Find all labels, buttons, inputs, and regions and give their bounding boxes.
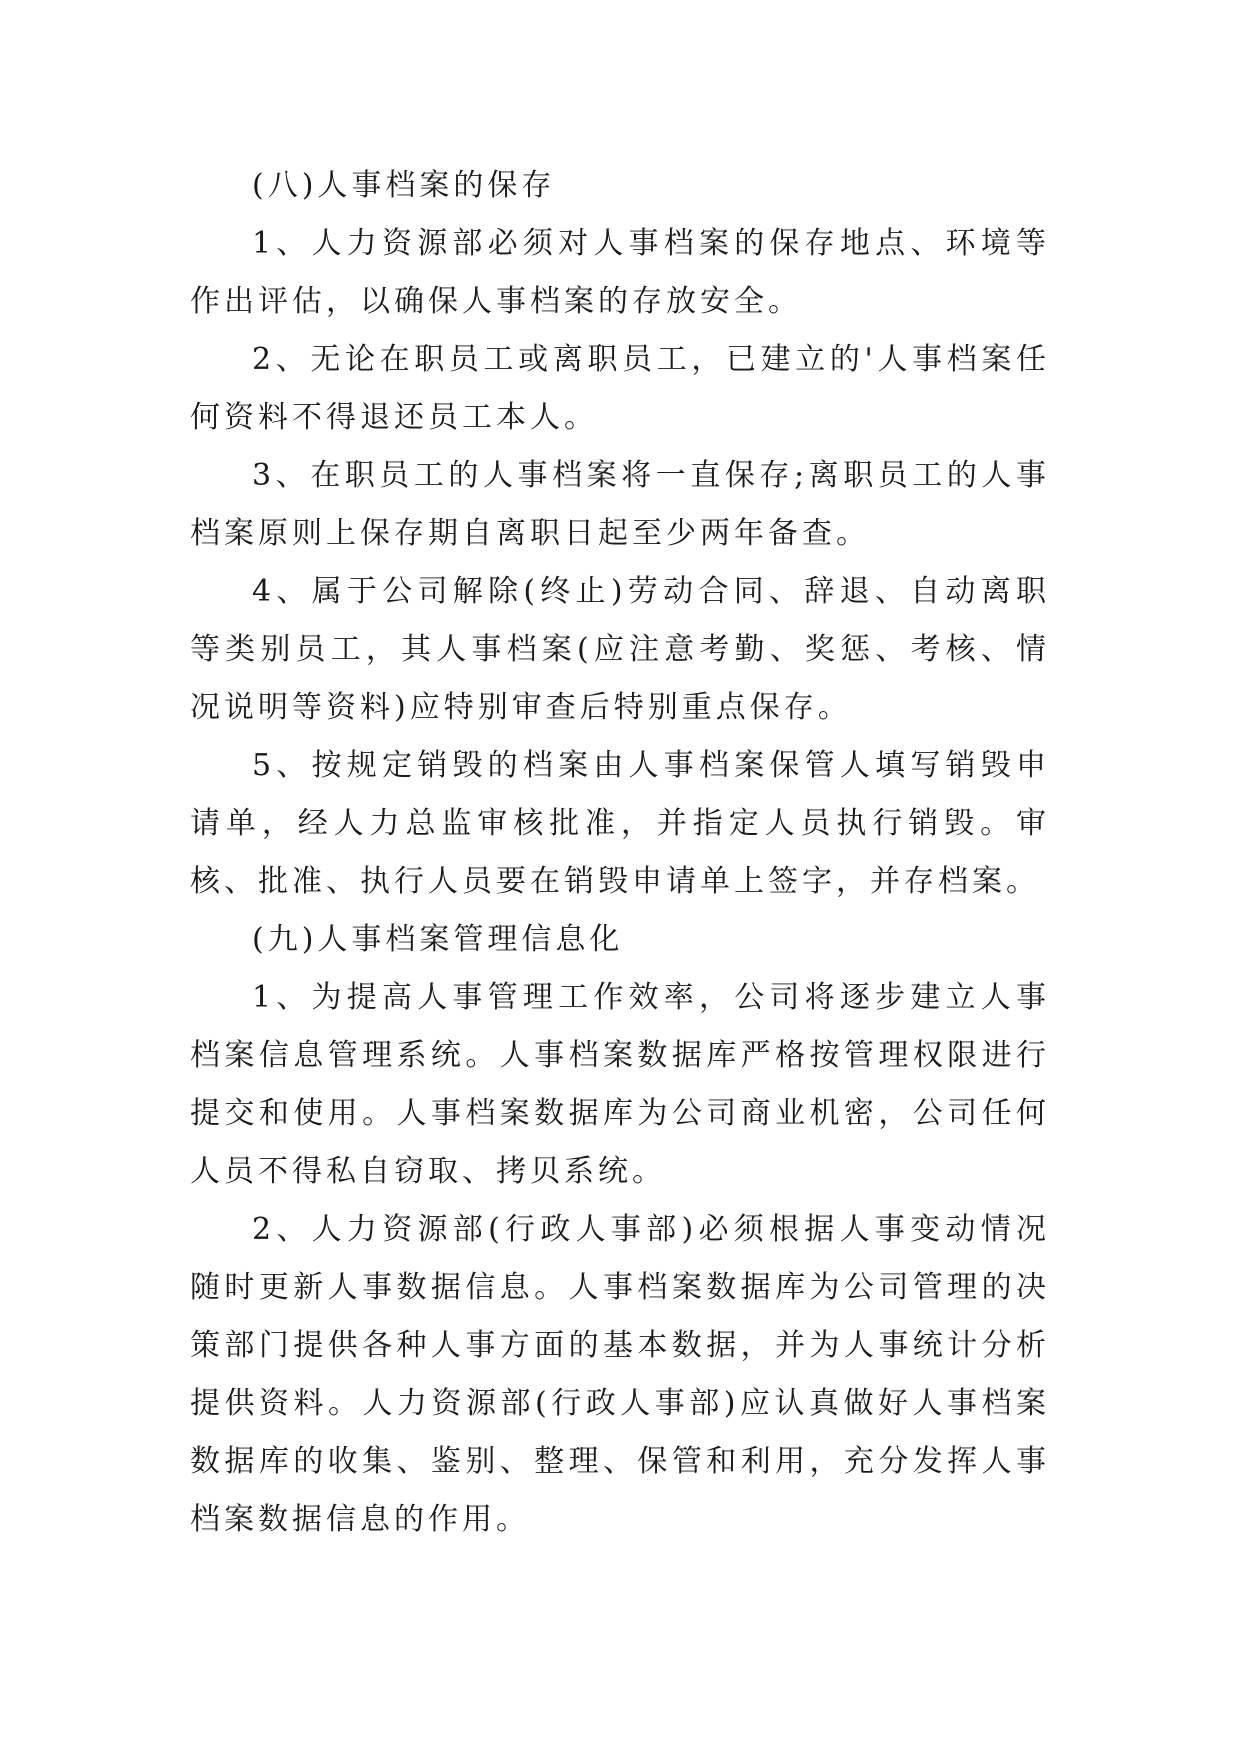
section-8-item-1: 1、人力资源部必须对人事档案的保存地点、环境等作出评估，以确保人事档案的存放安全。 <box>190 226 1050 319</box>
document-body <box>190 157 1050 1549</box>
section-9-item-1: 1、为提高人事管理工作效率，公司将逐步建立人事档案信息管理系统。人事档案数据库严格按管理权限进行提交和使用。人事档案数据库为公司商业机密，公司任何人员不得私自窃取、拷贝系统。 <box>190 980 1050 1189</box>
section-8-item-5: 5、按规定销毁的档案由人事档案保管人填写销毁申请单，经人力总监审核批准，并指定人员执行销毁。审核、批准、执行人员要在销毁申请单上签字，并存档案。 <box>190 748 1050 899</box>
section-8-item-2: 2、无论在职员工或离职员工，已建立的'人事档案任何资料不得退还员工本人。 <box>190 342 1050 435</box>
section-8-item-4: 4、属于公司解除(终止)劳动合同、辞退、自动离职等类别员工，其人事档案(应注意考勤、奖惩、考核、情况说明等资料)应特别审查后特别重点保存。 <box>190 574 1050 725</box>
section-heading-9: (九)人事档案管理信息化 <box>252 922 624 957</box>
section-9-item-2: 2、人力资源部(行政人事部)必须根据人事变动情况随时更新人事数据信息。人事档案数据库为公司管理的决策部门提供各种人事方面的基本数据，并为人事统计分析提供资料。人力资源部(行政人事部)应认真做好人事档案数据库的收集、鉴别、整理、保管和利用，充分发挥人事档案数据信息的作用。 <box>190 1212 1050 1537</box>
section-8-item-3: 3、在职员工的人事档案将一直保存;离职员工的人事档案原则上保存期自离职日起至少两年备查。 <box>190 458 1050 551</box>
section-heading-8: (八)人事档案的保存 <box>252 168 556 203</box>
